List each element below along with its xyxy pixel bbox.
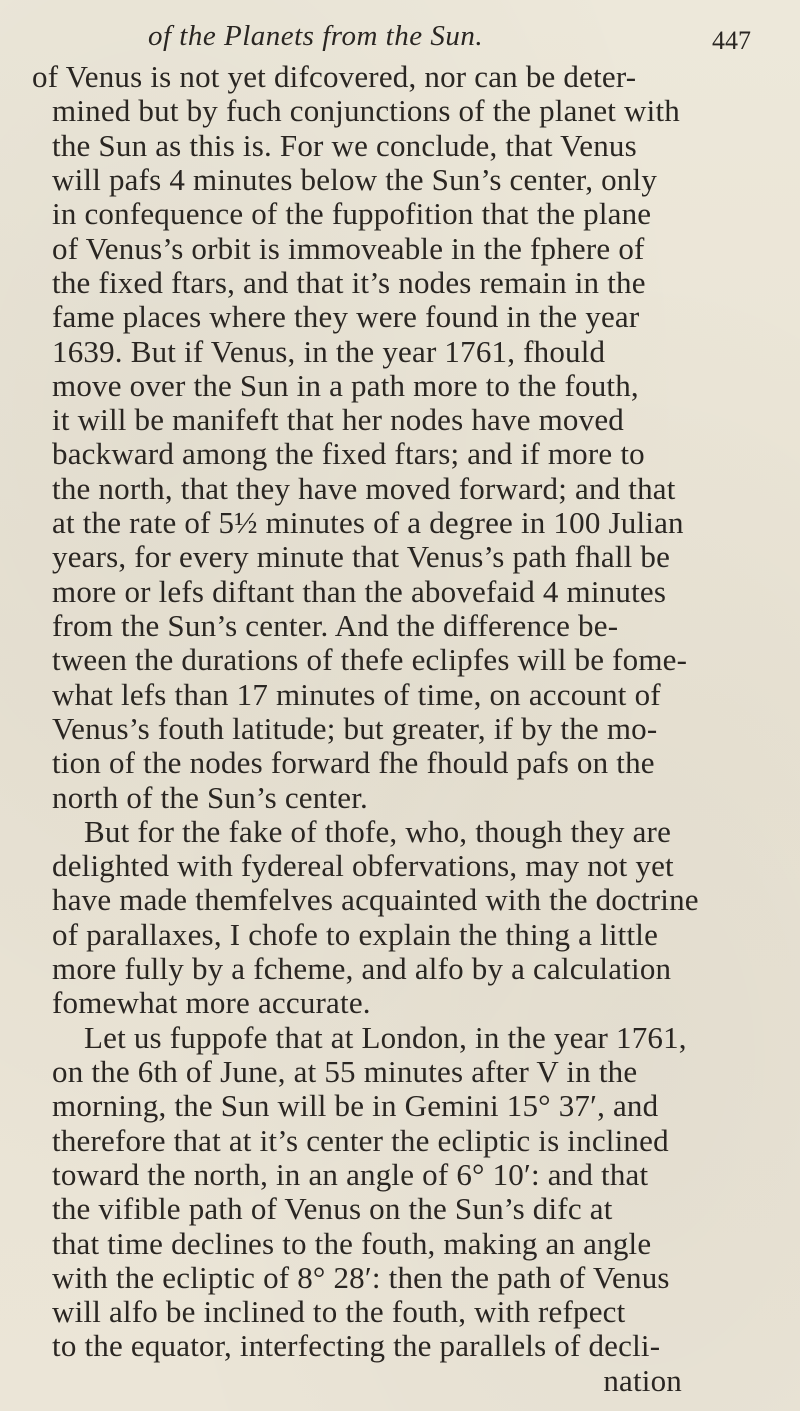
text-line: what lefs than 17 minutes of time, on account of	[52, 676, 661, 712]
text-line: But for the fake of thofe, who, though they are	[84, 813, 672, 849]
text-line: in confequence of the fuppofition that the plane	[52, 196, 652, 232]
text-line: Venus’s fouth latitude; but greater, if by the mo-	[52, 710, 658, 746]
text-line: will alfo be inclined to the fouth, with refpect	[52, 1294, 626, 1330]
text-line: 1639. But if Venus, in the year 1761, fhould	[52, 333, 606, 369]
text-line: on the 6th of June, at 55 minutes after V in the	[52, 1053, 638, 1089]
text-line: backward among the fixed ftars; and if more to	[52, 436, 645, 472]
text-line: therefore that at it’s center the ecliptic is inclined	[52, 1122, 669, 1158]
text-line: the vifible path of Venus on the Sun’s difc at	[52, 1191, 613, 1227]
text-line: the north, that they have moved forward; and that	[52, 470, 676, 506]
text-line: fomewhat more accurate.	[52, 985, 371, 1021]
text-line: more fully by a fcheme, and alfo by a calculation	[52, 951, 672, 986]
text-line: north of the Sun’s center.	[52, 779, 369, 815]
running-title: of the Planets from the Sun.	[148, 20, 484, 52]
text-line: mined but by fuch conjunctions of the planet with	[52, 93, 680, 129]
text-line: tion of the nodes forward fhe fhould pafs on the	[52, 745, 655, 781]
text-line: of Venus is not yet difcovered, nor can be deter-	[32, 59, 637, 94]
text-line: of Venus’s orbit is immoveable in the fphere of	[52, 230, 645, 266]
text-line: toward the north, in an angle of 6° 10′: and that	[52, 1156, 649, 1192]
text-line: the fixed ftars, and that it’s nodes remain in the	[52, 264, 646, 300]
text-line: Let us fuppofe that at London, in the year 1761,	[84, 1019, 687, 1055]
text-line: tween the durations of thefe eclipfes will be fome-	[52, 642, 688, 678]
text-line: the Sun as this is. For we conclude, that Venus	[52, 127, 637, 163]
page-number: 447	[712, 26, 751, 55]
text-line: have made themfelves acquainted with the doctrine	[52, 882, 699, 918]
text-line: delighted with fydereal obfervations, may not yet	[52, 848, 674, 884]
text-line: that time declines to the fouth, making an angle	[52, 1225, 652, 1261]
text-line: will pafs 4 minutes below the Sun’s center, only	[52, 161, 658, 197]
text-line: years, for every minute that Venus’s path fhall be	[52, 539, 671, 575]
text-line: from the Sun’s center. And the difference be-	[52, 607, 619, 643]
text-line: fame places where they were found in the year	[52, 299, 640, 335]
text-line: of parallaxes, I chofe to explain the thing a little	[52, 916, 659, 952]
text-line: to the equator, interfecting the parallels of decli-	[52, 1328, 661, 1364]
text-line: it will be manifeft that her nodes have moved	[52, 402, 624, 438]
catchword: nation	[603, 1362, 682, 1398]
text-line: at the rate of 5½ minutes of a degree in 100 Julian	[52, 505, 684, 540]
text-line: more or lefs diftant than the abovefaid 4 minutes	[52, 573, 667, 609]
text-line: with the ecliptic of 8° 28′: then the path of Venus	[52, 1259, 670, 1295]
text-line: move over the Sun in a path more to the fouth,	[52, 367, 639, 403]
text-line: morning, the Sun will be in Gemini 15° 37′, and	[52, 1088, 659, 1124]
